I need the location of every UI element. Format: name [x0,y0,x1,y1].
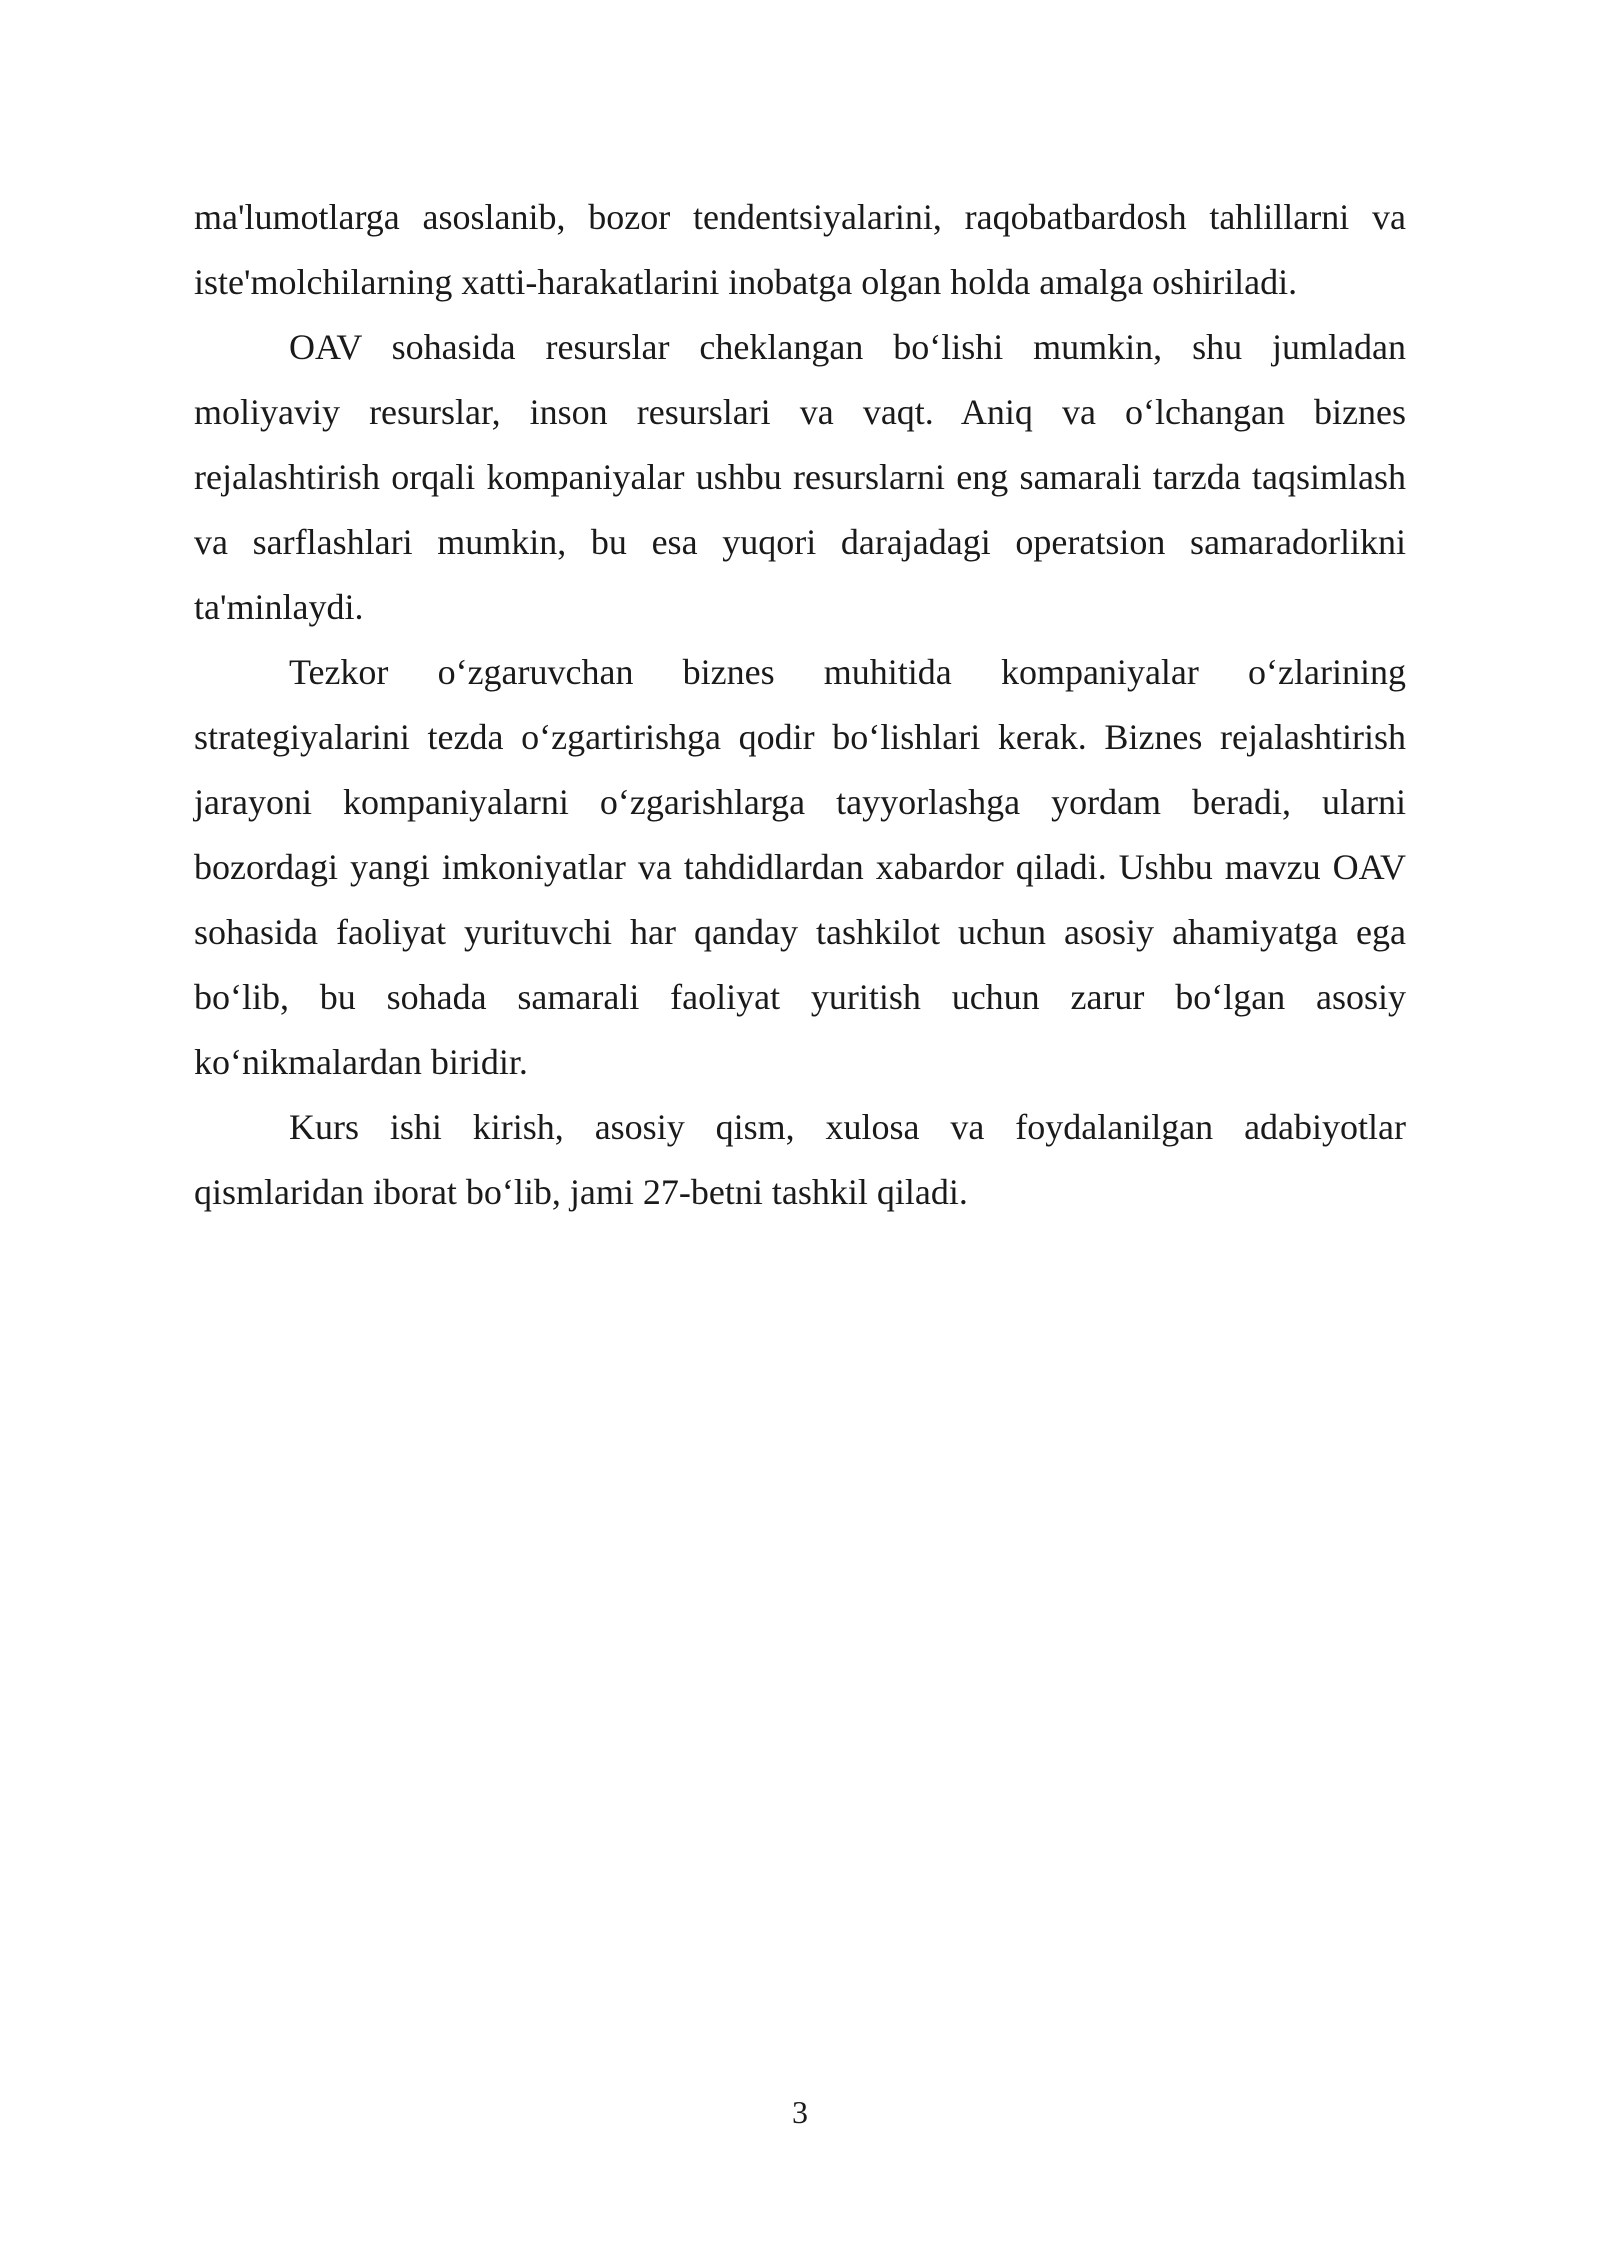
body-text [194,185,1406,1225]
paragraph-business-environment: Tezkor o‘zgaruvchan biznes muhitida kompaniyalar o‘zlarining strategiyalarini tezda o‘zgartirishga qodir bo‘lishlari kerak. Biznes rejalashtirish jarayoni kompaniyalarni o‘zgarishlarga tayyorlashga yordam beradi, ularni bozordagi yangi imkoniyatlar va tahdidlardan xabardor qiladi. Ushbu mavzu OAV sohasida faoliyat yurituvchi har qanday tashkilot uchun asosiy ahamiyatga ega bo‘lib, bu sohada samarali faoliyat yuritish uchun zarur bo‘lgan asosiy ko‘nikmalardan biridir. [194,652,1406,1082]
paragraph-continuation: ma'lumotlarga asoslanib, bozor tendentsiyalarini, raqobatbardosh tahlillarni va iste'molchilarning xatti-harakatlarini inobatga olgan holda amalga oshiriladi. [194,197,1406,302]
paragraph-resources: OAV sohasida resurslar cheklangan bo‘lishi mumkin, shu jumladan moliyaviy resurslar, inson resurslari va vaqt. Aniq va o‘lchangan biznes rejalashtirish orqali kompaniyalar ushbu resurslarni eng samarali tarzda taqsimlash va sarflashlari mumkin, bu esa yuqori darajadagi operatsion samaradorlikni ta'minlaydi. [194,327,1406,627]
paragraph-structure: Kurs ishi kirish, asosiy qism, xulosa va foydalanilgan adabiyotlar qismlaridan iborat bo‘lib, jami 27-betni tashkil qiladi. [194,1107,1406,1212]
page-number: 3 [792,2094,808,2130]
